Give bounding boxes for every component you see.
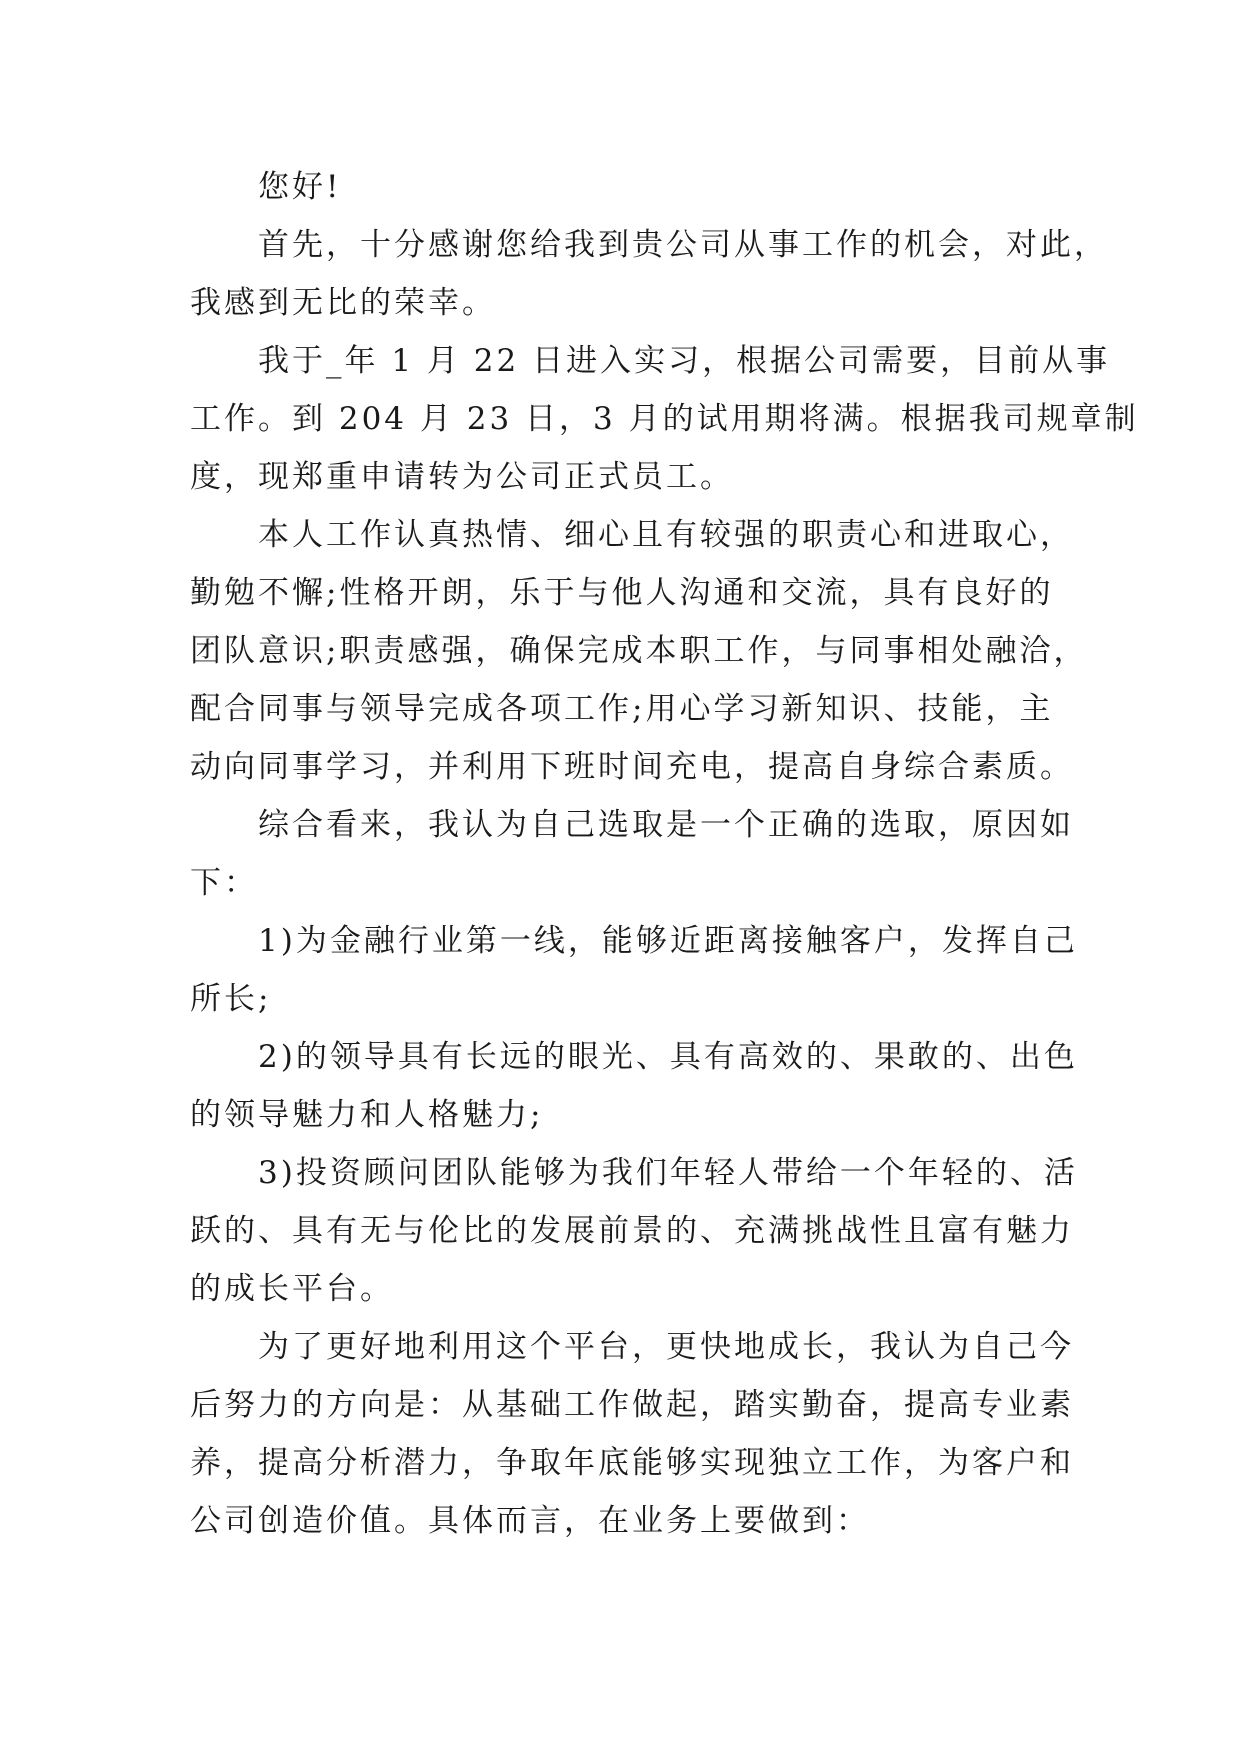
paragraph-line: 本人工作认真热情、细心且有较强的职责心和进取心，	[258, 517, 1074, 553]
paragraph-line: 勤勉不懈;性格开朗，乐于与他人沟通和交流，具有良好的	[190, 575, 1054, 611]
paragraph-line: 为了更好地利用这个平台，更快地成长，我认为自己今	[258, 1329, 1074, 1365]
paragraph-line: 动向同事学习，并利用下班时间充电，提高自身综合素质。	[190, 749, 1074, 785]
paragraph-line: 首先，十分感谢您给我到贵公司从事工作的机会，对此，	[258, 227, 1108, 263]
list-item-line: 2)的领导具有长远的眼光、具有高效的、果敢的、出色	[258, 1039, 1078, 1075]
list-item-line: 所长;	[190, 981, 272, 1017]
list-item-line: 3)投资顾问团队能够为我们年轻人带给一个年轻的、活	[258, 1155, 1078, 1191]
paragraph-line: 团队意识;职责感强，确保完成本职工作，与同事相处融洽，	[190, 633, 1088, 669]
paragraph-line: 我于_年 1 月 22 日进入实习，根据公司需要，目前从事	[258, 343, 1111, 379]
list-item-line: 的领导魅力和人格魅力;	[190, 1097, 544, 1133]
letter-body	[190, 158, 1139, 1550]
paragraph-line: 公司创造价值。具体而言，在业务上要做到：	[190, 1503, 870, 1539]
paragraph-line: 我感到无比的荣幸。	[190, 285, 496, 321]
paragraph-line: 养，提高分析潜力，争取年底能够实现独立工作，为客户和	[190, 1445, 1074, 1481]
paragraph-line: 配合同事与领导完成各项工作;用心学习新知识、技能，主	[190, 691, 1054, 727]
paragraph-line: 工作。到 204 月 23 日，3 月的试用期将满。根据我司规章制	[190, 401, 1139, 437]
list-item-line: 的成长平台。	[190, 1271, 394, 1307]
paragraph-line: 综合看来，我认为自己选取是一个正确的选取，原因如	[258, 807, 1074, 843]
paragraph-line: 后努力的方向是：从基础工作做起，踏实勤奋，提高专业素	[190, 1387, 1074, 1423]
paragraph-line: 下：	[190, 865, 258, 901]
list-item-line: 跃的、具有无与伦比的发展前景的、充满挑战性且富有魅力	[190, 1213, 1074, 1249]
paragraph-line: 度，现郑重申请转为公司正式员工。	[190, 459, 734, 495]
greeting-line: 您好!	[258, 169, 342, 205]
list-item-line: 1)为金融行业第一线，能够近距离接触客户，发挥自己	[258, 923, 1078, 959]
